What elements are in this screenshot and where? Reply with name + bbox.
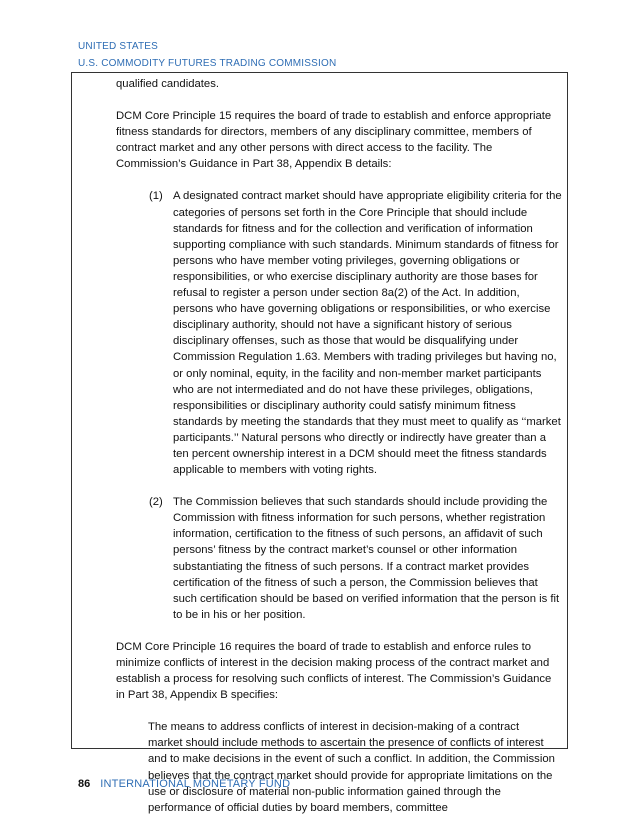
list-item-1	[149, 188, 562, 478]
list-number: (1)	[149, 190, 163, 203]
box-content	[116, 76, 562, 816]
block-quote: The means to address conflicts of interest in decision-making of a contract market should include methods to ascertain the presence of conflicts of interest and to make decisions in the event of such a conflict. In addition, the Commission believes that the contract market should provide for appropriate limitations on the use or disclosure of material non-public information gained through the performance of official duties by board members, committee	[148, 721, 555, 814]
list-item-text: The Commission believes that such standards should include providing the Commission with fitness information for such persons, whether registration information, certification to the fitness of such persons, an affidavit of such persons’ fitness by the contract market’s counsel or other information substantiating the fitness of such persons. If a contract market provides certification of the fitness of such a person, the Commission believes that such certification should be based on verified information that the person is fit to be in his or her position.	[173, 496, 560, 621]
footer-organization: INTERNATIONAL MONETARY FUND	[100, 778, 291, 790]
header-agency: U.S. COMMODITY FUTURES TRADING COMMISSION	[78, 58, 337, 69]
paragraph-core-principle-15: DCM Core Principle 15 requires the board of trade to establish and enforce appropriate fitness standards for directors, members of any disciplinary committee, members of contract market and any other persons with direct access to the facility. The Commission’s Guidance in Part 38, Appendix B details:	[116, 110, 552, 171]
header-country: UNITED STATES	[78, 41, 159, 52]
list-item-2	[149, 494, 562, 623]
paragraph-continuation: qualified candidates.	[116, 78, 220, 90]
page-number: 86	[78, 778, 91, 790]
paragraph-core-principle-16: DCM Core Principle 16 requires the board of trade to establish and enforce rules to minimize conflicts of interest in the decision making process of the contract market and establish a process for resolving such conflicts of interest. The Commission’s Guidance in Part 38, Appendix B specifies:	[116, 640, 552, 702]
page-footer	[78, 778, 290, 790]
list-item-text: A designated contract market should have appropriate eligibility criteria for the categories of persons set forth in the Core Principle that should include standards for fitness and for the collection and verification of information supporting compliance with such standards. Minimum standards of fitness for persons who have member voting privileges, governing obligations or responsibilities, or who exercise disciplinary authority are those bases for refusal to register a person under section 8a(2) of the Act. In addition, persons who have governing obligations or responsibilities, or who exercise disciplinary authority, should not have a significant history of serious disciplinary offenses, such as those that would be disqualifying under Commission Regulation 1.63. Members with trading privileges but having no, or only nominal, equity, in the facility and non-member market participants who are not intermediated and do not have these privileges, obligations, responsibilities or disciplinary authority could satisfy minimum fitness standards by meeting the standards that they must meet to qualify as ‘‘market participants.’’ Natural persons who directly or indirectly have greater than a ten percent ownership interest in a DCM should meet the fitness standards applicable to members with voting rights.	[173, 190, 562, 477]
running-header	[78, 38, 336, 72]
list-number: (2)	[149, 496, 163, 509]
